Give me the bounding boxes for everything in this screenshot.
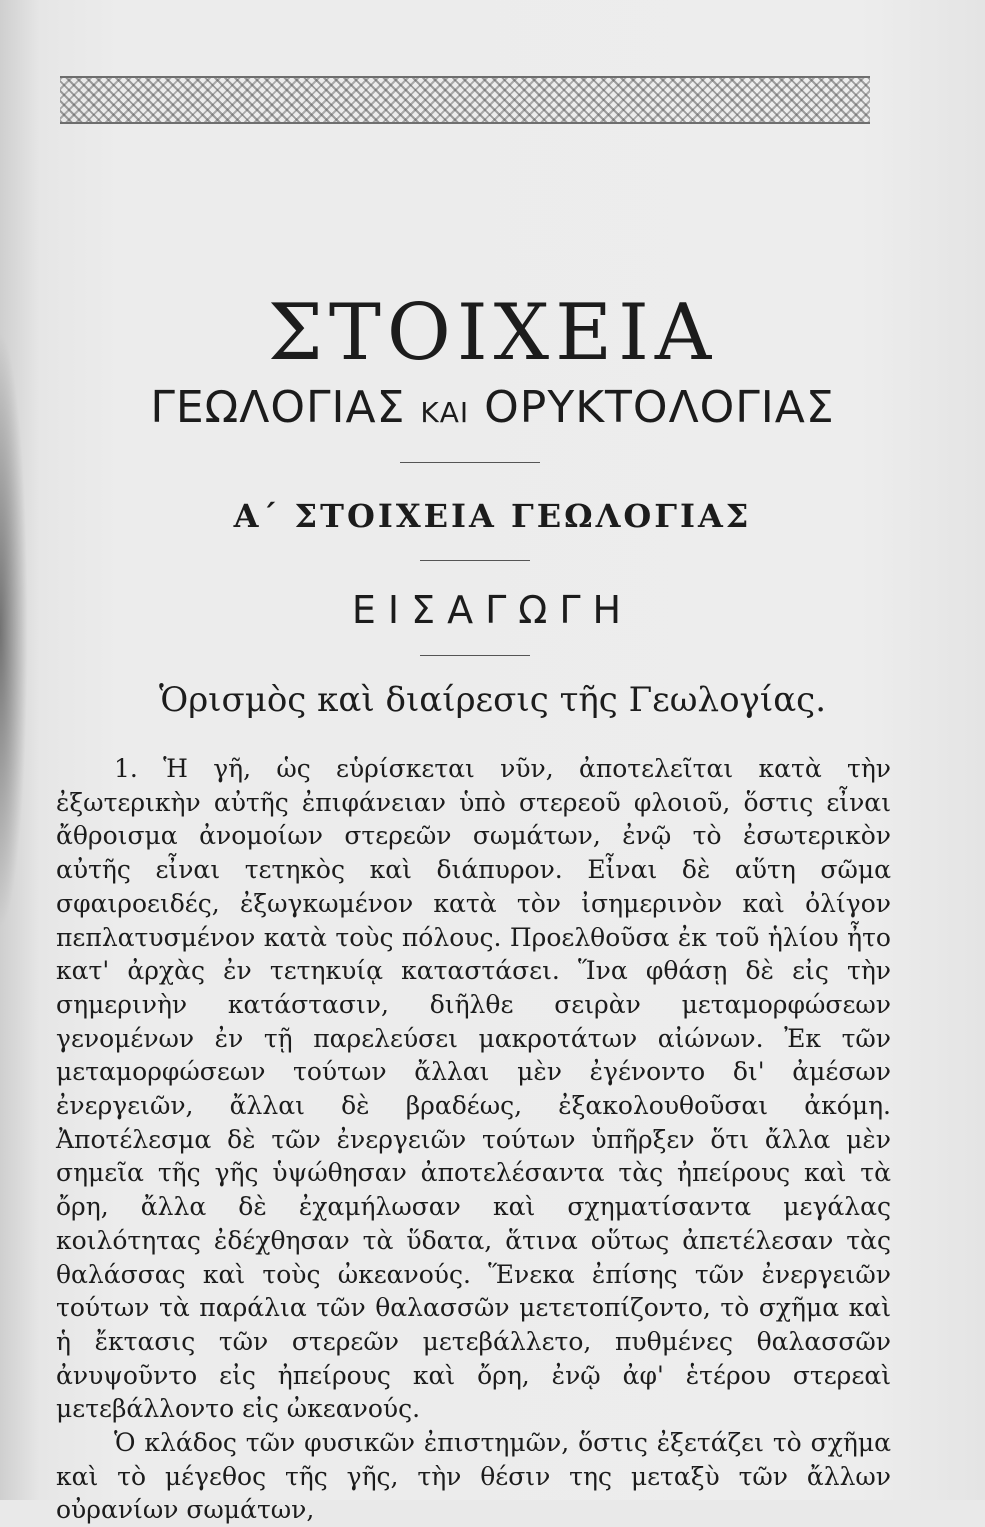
paragraph: 1. Ἡ γῆ, ὡς εὑρίσκεται νῦν, ἀποτελεῖται κατὰ τὴν ἐξωτερικὴν αὐτῆς ἐπιφάνειαν ὑπὸ στερεοῦ φλοιοῦ, ὅστις εἶναι ἄθροισμα ἀνομοίων στερεῶν σωμάτων, ἐνῷ τὸ ἐσωτερικὸν αὐτῆς εἶναι τετηκὸς καὶ διάπυρον. Εἶναι δὲ αὕτη σῶμα σφαιροειδές, ἐξωγκωμένον κατὰ τὸν ἰσημερινὸν καὶ ὀλίγον πεπλατυσμένον κατὰ τοὺς πόλους. Προελθοῦσα ἐκ τοῦ ἡλίου ἦτο κατ' ἀρχὰς ἐν τετηκυίᾳ καταστάσει. Ἵνα φθάσῃ δὲ εἰς τὴν σημερινὴν κατάστασιν, διῆλθε σειρὰν μεταμορφώσεων γενομένων ἐν τῇ παρελεύσει μακροτάτων αἰώνων. Ἐκ τῶν μεταμορφώσεων τούτων ἄλλαι μὲν ἐγένοντο δι' ἀμέσων ἐνεργειῶν, ἄλλαι δὲ βραδέως, ἐξακολουθοῦσαι ἀκόμη. Ἀποτέλεσμα δὲ τῶν ἐνεργειῶν τούτων ὑπῆρξεν ὅτι ἄλλα μὲν σημεῖα τῆς γῆς ὑψώθησαν ἀποτελέσαντα τὰς ἠπείρους καὶ τὰ ὄρη, ἄλλα δὲ ἐχαμήλωσαν καὶ σχηματίσαντα μεγάλας κοιλότητας ἐδέχθησαν τὰ ὕδατα, ἅτινα οὕτως ἀπετέλεσαν τὰς θαλάσσας καὶ τοὺς ὠκεανούς. Ἕνεκα ἐπίσης τῶν ἐνεργειῶν τούτων τὰ παράλια τῶν θαλασσῶν μετετοπίζοντο, τὸ σχῆμα καὶ ἡ ἔκτασις τῶν στερεῶν μετεβάλλετο, πυθμένες θαλασσῶν ἀνυψοῦντο εἰς ἠπείρους καὶ ὄρη, ἐνῷ ἀφ' ἑτέρου στερεαὶ μετεβάλλοντο εἰς ὠκεανούς. — [56, 754, 891, 1424]
divider-rule — [420, 655, 530, 656]
divider-rule — [420, 560, 530, 561]
introduction-title: ΕΙΣΑΓΩΓΗ — [351, 588, 634, 632]
body-text — [56, 752, 891, 1527]
section-heading: Ὁρισμὸς καὶ διαίρεσις τῆς Γεωλογίας. — [158, 680, 827, 720]
divider-rule — [400, 462, 540, 463]
book-subtitle — [0, 382, 985, 433]
subtitle-part2: ΟΡΥΚΤΟΛΟΓΙΑΣ — [484, 382, 835, 433]
decorative-header-band — [60, 76, 870, 124]
part-title: Α΄ ΣΤΟΙΧΕΙΑ ΓΕΩΛΟΓΙΑΣ — [233, 497, 752, 535]
subtitle-conjunction: ΚΑΙ — [420, 396, 470, 429]
subtitle-part1: ΓΕΩΛΟΓΙΑΣ — [150, 382, 406, 433]
paragraph: Ὁ κλάδος τῶν φυσικῶν ἐπιστημῶν, ὅστις ἐξετάζει τὸ σχῆμα καὶ τὸ μέγεθος τῆς γῆς, τὴν θέσιν της μεταξὺ τῶν ἄλλων οὐρανίων σωμάτων, — [56, 1428, 891, 1525]
book-title: ΣΤΟΙΧΕΙΑ — [267, 288, 718, 378]
